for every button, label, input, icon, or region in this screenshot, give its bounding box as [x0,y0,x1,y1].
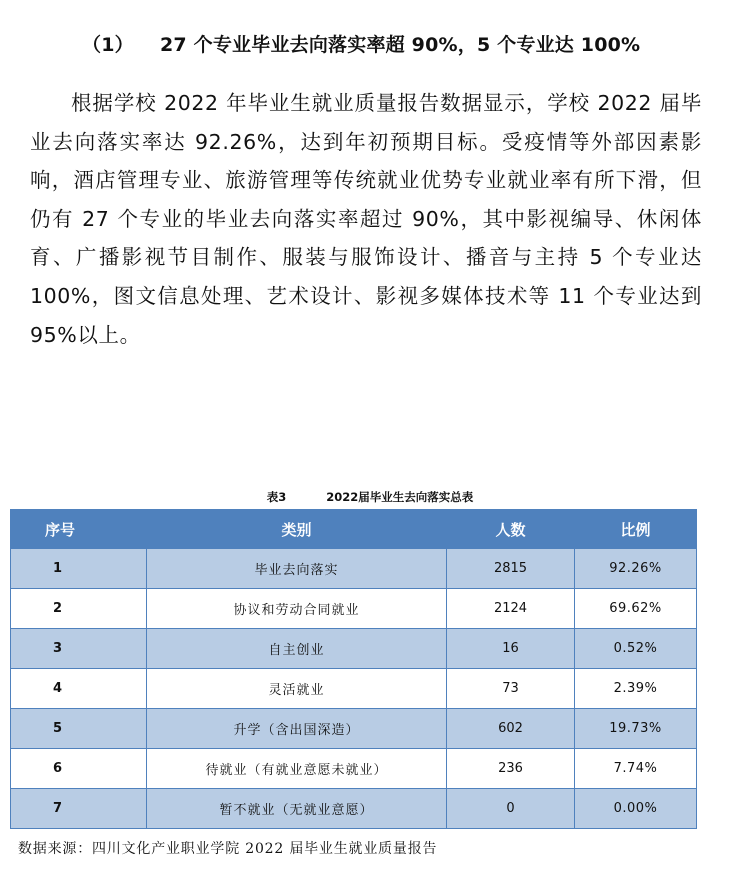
row-ratio: 0.52% [575,629,697,669]
section-title: 27 个专业毕业去向落实率超 90%，5 个专业达 100% [160,34,641,56]
row-category: 暂不就业（无就业意愿） [147,789,447,829]
row-category: 待就业（有就业意愿未就业） [147,749,447,789]
row-index: 2 [11,589,147,629]
row-count: 73 [447,669,575,709]
table-caption [0,489,740,505]
table-row [11,789,697,829]
row-index: 3 [11,629,147,669]
table-caption-label: 表3 [266,490,287,504]
row-category: 灵活就业 [147,669,447,709]
row-ratio: 92.26% [575,549,697,589]
row-category: 自主创业 [147,629,447,669]
row-ratio: 69.62% [575,589,697,629]
row-count: 602 [447,709,575,749]
table-row [11,709,697,749]
row-index: 4 [11,669,147,709]
row-index: 1 [11,549,147,589]
row-category: 升学（含出国深造） [147,709,447,749]
table-row [11,749,697,789]
row-count: 236 [447,749,575,789]
section-number: （1） [82,34,134,56]
row-category: 协议和劳动合同就业 [147,589,447,629]
header-index: 序号 [11,510,147,549]
row-index: 6 [11,749,147,789]
header-count: 人数 [447,510,575,549]
header-category: 类别 [147,510,447,549]
data-source-note: 数据来源：四川文化产业职业学院 2022 届毕业生就业质量报告 [18,841,438,857]
row-count: 0 [447,789,575,829]
body-paragraph: 根据学校 2022 年毕业生就业质量报告数据显示，学校 2022 届毕业去向落实率达 92.26%，达到年初预期目标。受疫情等外部因素影响，酒店管理专业、旅游管理等传统就业优势专业就业率有所下滑，但仍有 27 个专业的毕业去向落实率超过 90%，其中影视编导、休闲体育、广播影视节目制作、服装与服饰设计、播音与主持 5 个专业达 100%，图文信息处理、艺术设计、影视多媒体技术等 11 个专业达到 95%以上。 [30,91,702,347]
table-row [11,549,697,589]
row-ratio: 2.39% [575,669,697,709]
table-row [11,589,697,629]
row-ratio: 7.74% [575,749,697,789]
table-row [11,629,697,669]
section-heading [28,30,728,57]
row-index: 7 [11,789,147,829]
row-ratio: 19.73% [575,709,697,749]
table-header-row [11,510,697,549]
row-category: 毕业去向落实 [147,549,447,589]
row-index: 5 [11,709,147,749]
employment-summary-table [10,509,697,829]
row-count: 2124 [447,589,575,629]
row-ratio: 0.00% [575,789,697,829]
row-count: 16 [447,629,575,669]
table-row [11,669,697,709]
table-caption-title: 2022届毕业生去向落实总表 [326,490,474,504]
header-ratio: 比例 [575,510,697,549]
row-count: 2815 [447,549,575,589]
